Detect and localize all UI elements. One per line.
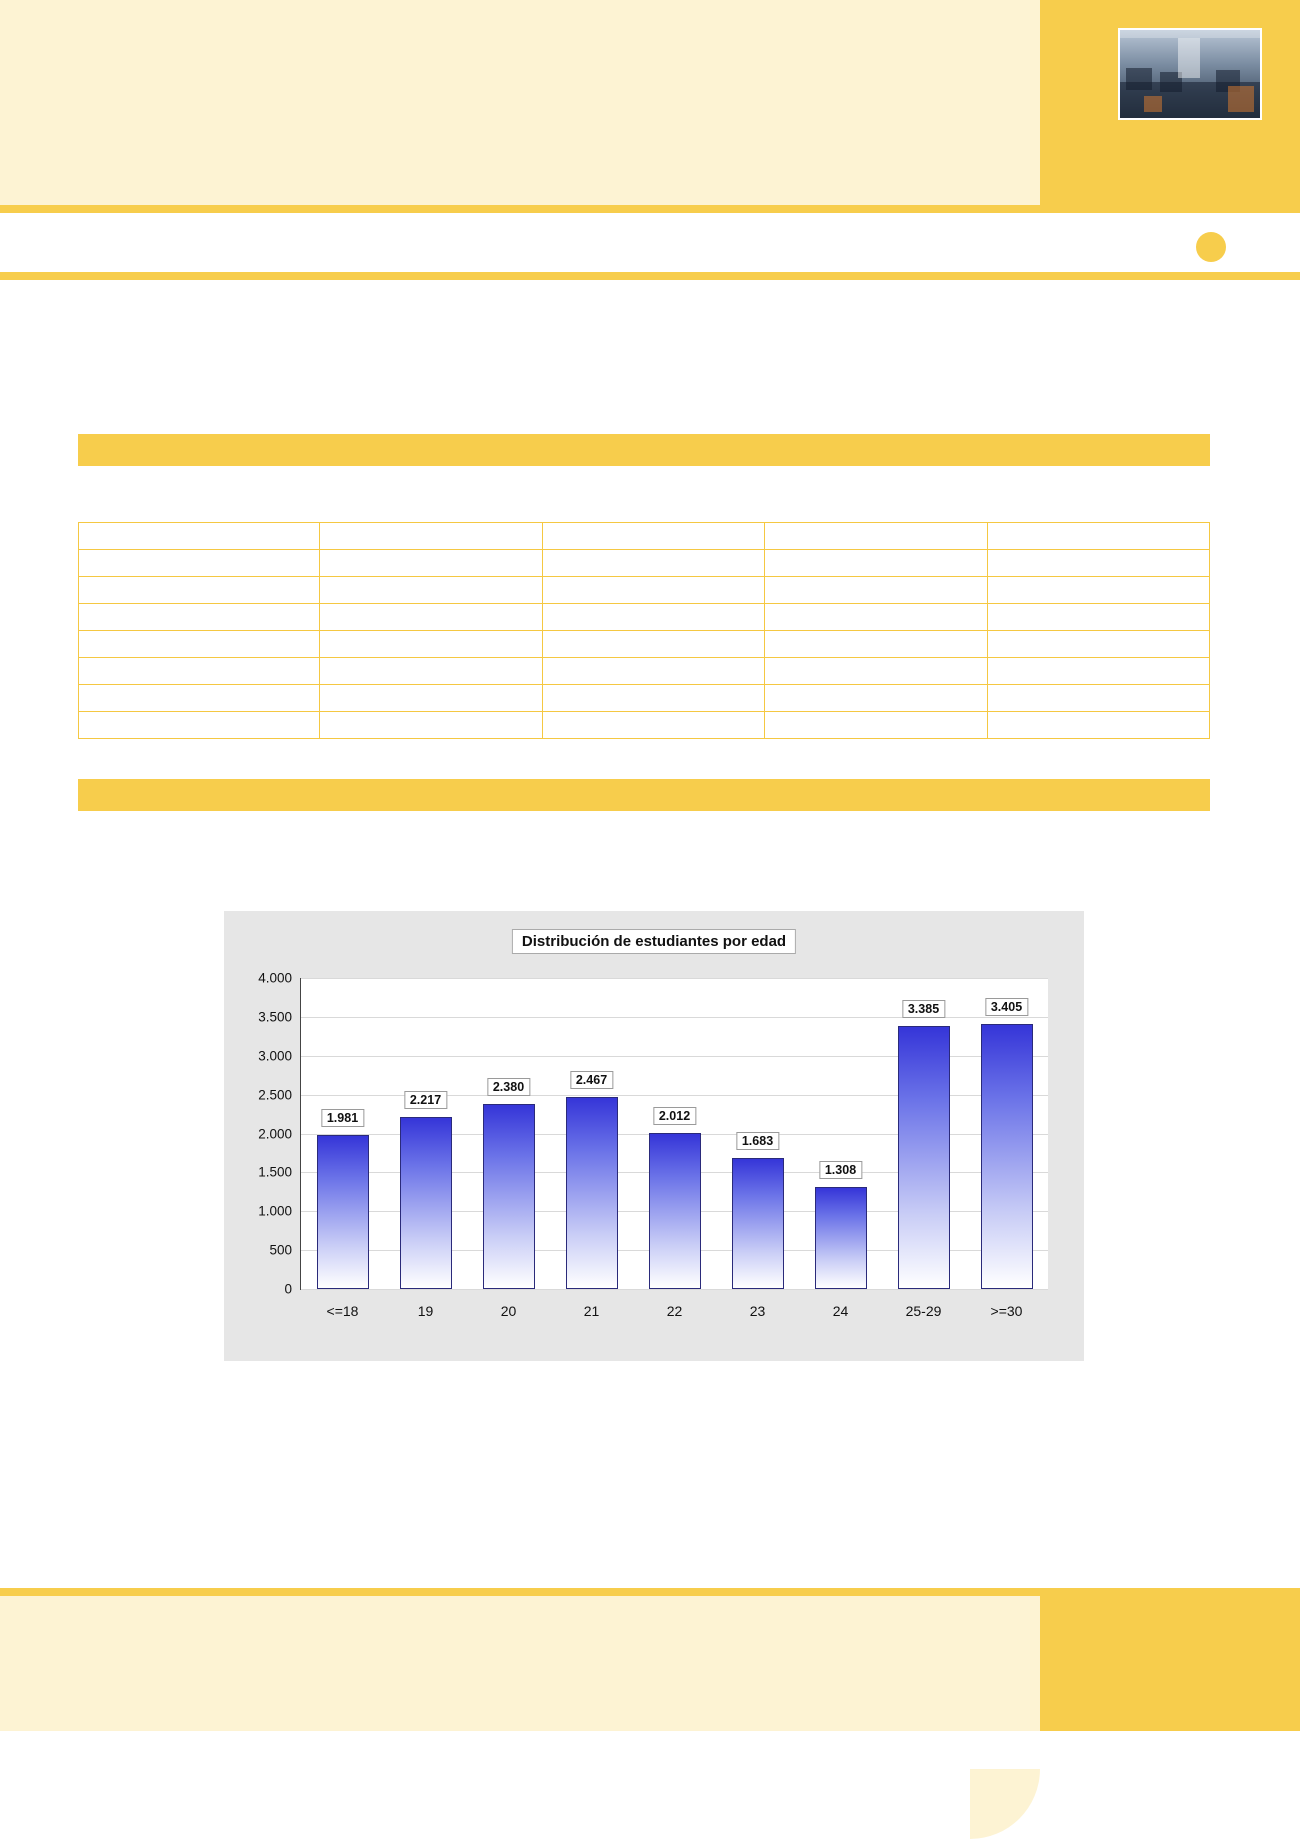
classroom-photo bbox=[1118, 28, 1262, 120]
table-cell bbox=[542, 658, 765, 685]
chart-title: Distribución de estudiantes por edad bbox=[512, 929, 796, 954]
chart-bar bbox=[649, 1108, 701, 1289]
table-cell bbox=[765, 550, 988, 577]
table-cell bbox=[987, 550, 1210, 577]
chart-y-tick-label: 2.000 bbox=[258, 1126, 292, 1141]
table-cell bbox=[542, 712, 765, 739]
table-cell bbox=[320, 631, 543, 658]
chart-x-tick-label: 21 bbox=[583, 1303, 600, 1319]
chart-y-tick-label: 3.500 bbox=[258, 1009, 292, 1025]
table-cell bbox=[987, 523, 1210, 550]
chart-y-tick-label: 4.000 bbox=[258, 970, 292, 986]
table-cell bbox=[987, 604, 1210, 631]
tab-notch-upper bbox=[1209, 120, 1245, 138]
chart-x-tick-label: >=30 bbox=[990, 1303, 1023, 1319]
header-rule-top bbox=[0, 205, 1300, 213]
chart-y-tick-label: 500 bbox=[269, 1242, 292, 1258]
chart-x-tick-label: 24 bbox=[832, 1303, 849, 1319]
chart-bar-slot bbox=[633, 978, 716, 1319]
table-cell bbox=[987, 577, 1210, 604]
table-cell bbox=[79, 658, 320, 685]
table-cell bbox=[320, 577, 543, 604]
table-footer-bar bbox=[78, 779, 1210, 811]
chart-bar bbox=[981, 1000, 1033, 1289]
chart-bar-slot bbox=[882, 978, 965, 1319]
chart-x-tick-label: 25-29 bbox=[905, 1303, 942, 1319]
chart-bar-slot bbox=[550, 978, 633, 1319]
chart-bar bbox=[815, 1163, 867, 1289]
chart-x-tick-label: 20 bbox=[500, 1303, 517, 1319]
header-rule-bottom bbox=[0, 272, 1300, 280]
table-cell bbox=[320, 523, 543, 550]
table-cell bbox=[320, 658, 543, 685]
table-cell bbox=[79, 550, 320, 577]
footer-corner-curve bbox=[970, 1769, 1040, 1839]
chart-plot-area bbox=[258, 970, 1048, 1319]
chart-bar-value-label: 3.405 bbox=[985, 998, 1028, 1016]
chart-bar bbox=[566, 1073, 618, 1289]
chart-y-tick-label: 2.500 bbox=[258, 1087, 292, 1103]
table-cell bbox=[765, 604, 988, 631]
table-cell bbox=[79, 712, 320, 739]
table-cell bbox=[765, 658, 988, 685]
data-table bbox=[78, 522, 1210, 739]
table-row bbox=[79, 550, 1210, 577]
chart-bar-slot bbox=[799, 978, 882, 1319]
table-cell bbox=[765, 712, 988, 739]
footer-corner-accent bbox=[1040, 1596, 1300, 1731]
chart-y-tick-label: 3.000 bbox=[258, 1048, 292, 1064]
chart-x-tick-label: 22 bbox=[666, 1303, 683, 1319]
chart-x-tick-label: <=18 bbox=[326, 1303, 359, 1319]
footer-tab-notch bbox=[1209, 1650, 1245, 1668]
chart-bar-value-label: 1.308 bbox=[819, 1161, 862, 1179]
chart-y-tick-label: 1.000 bbox=[258, 1203, 292, 1219]
chart-bar bbox=[400, 1092, 452, 1289]
table-cell bbox=[542, 685, 765, 712]
table-cell bbox=[542, 550, 765, 577]
table-row bbox=[79, 577, 1210, 604]
chart-bar-slot bbox=[384, 978, 467, 1319]
chart-bar bbox=[483, 1079, 535, 1289]
table-cell bbox=[765, 523, 988, 550]
table-cell bbox=[987, 631, 1210, 658]
table-row bbox=[79, 685, 1210, 712]
chart-bar-value-label: 1.981 bbox=[321, 1109, 364, 1127]
table-cell bbox=[320, 550, 543, 577]
table-cell bbox=[79, 523, 320, 550]
chart-y-tick-label: 1.500 bbox=[258, 1164, 292, 1180]
table-cell bbox=[765, 631, 988, 658]
table-row bbox=[79, 712, 1210, 739]
chart-bar-slot bbox=[467, 978, 550, 1319]
table-header-bar bbox=[78, 434, 1210, 466]
chart-bar-value-label: 2.012 bbox=[653, 1107, 696, 1125]
chart-bar-slot bbox=[716, 978, 799, 1319]
chart-bar-value-label: 2.467 bbox=[570, 1071, 613, 1089]
table-cell bbox=[79, 685, 320, 712]
table-cell bbox=[79, 577, 320, 604]
table-cell bbox=[79, 604, 320, 631]
chart-bar bbox=[898, 1001, 950, 1289]
chart-x-tick-label: 23 bbox=[749, 1303, 766, 1319]
chart-bar-value-label: 2.380 bbox=[487, 1078, 530, 1096]
chart-bar-slot bbox=[965, 978, 1048, 1319]
chart-y-tick-label: 0 bbox=[284, 1281, 292, 1297]
chart-bar-value-label: 3.385 bbox=[902, 1000, 945, 1018]
table-cell bbox=[765, 685, 988, 712]
chart-bar bbox=[732, 1134, 784, 1289]
table-cell bbox=[542, 631, 765, 658]
table-cell bbox=[320, 712, 543, 739]
table-cell bbox=[987, 712, 1210, 739]
table-cell bbox=[79, 631, 320, 658]
table-cell bbox=[320, 685, 543, 712]
table-row bbox=[79, 523, 1210, 550]
table-cell bbox=[987, 685, 1210, 712]
data-table-body bbox=[79, 523, 1210, 739]
table-cell bbox=[320, 604, 543, 631]
chart-bar-value-label: 2.217 bbox=[404, 1091, 447, 1109]
chart-x-tick-label: 19 bbox=[417, 1303, 434, 1319]
header-dot-badge bbox=[1196, 232, 1226, 262]
chart-bars bbox=[301, 978, 1048, 1319]
chart-panel bbox=[224, 911, 1084, 1361]
tab-notch-lower bbox=[1209, 146, 1245, 164]
table-row bbox=[79, 658, 1210, 685]
chart-bar-value-label: 1.683 bbox=[736, 1132, 779, 1150]
table-row bbox=[79, 631, 1210, 658]
table-cell bbox=[765, 577, 988, 604]
table-row bbox=[79, 604, 1210, 631]
table-cell bbox=[542, 523, 765, 550]
table-cell bbox=[542, 577, 765, 604]
chart-bar bbox=[317, 1110, 369, 1289]
chart-bar-slot bbox=[301, 978, 384, 1319]
chart-gridline bbox=[284, 1281, 1048, 1297]
table-cell bbox=[542, 604, 765, 631]
table-cell bbox=[987, 658, 1210, 685]
